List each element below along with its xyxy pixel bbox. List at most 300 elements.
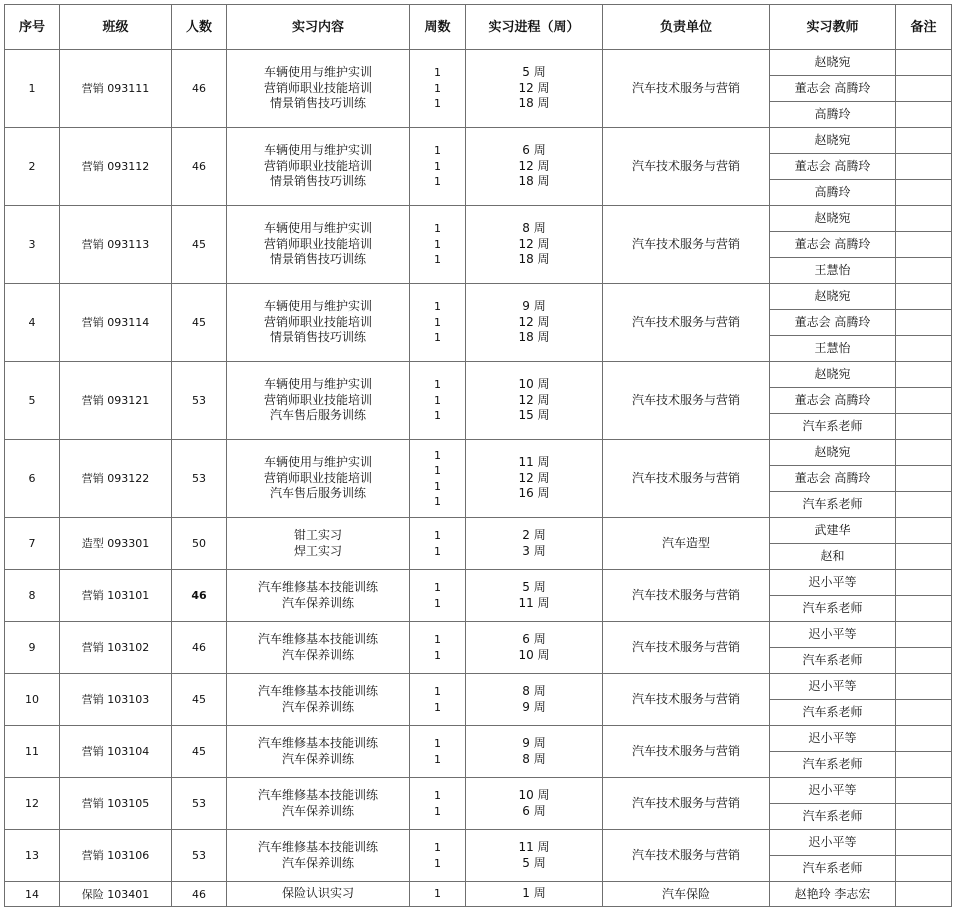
- practice-content-stack: [227, 143, 409, 190]
- responsible-unit: 汽车技术服务与营销: [603, 778, 770, 830]
- table-row: [5, 674, 952, 700]
- note-cell: [896, 258, 952, 284]
- note-cell: [896, 492, 952, 518]
- note-cell: [896, 440, 952, 466]
- practice-progress: [466, 726, 603, 778]
- practice-content-line: 车辆使用与维护实训: [263, 455, 372, 470]
- week-count-line: 1: [434, 253, 441, 267]
- teacher-name: 董志会 高腾玲: [770, 154, 896, 180]
- teacher-name: 董志会 高腾玲: [770, 76, 896, 102]
- week-count-line: 1: [434, 804, 441, 818]
- practice-content: [227, 284, 410, 362]
- practice-content-stack: [227, 580, 409, 611]
- practice-progress-line: 12 周: [518, 158, 550, 173]
- header-note: 备注: [896, 5, 952, 50]
- practice-content-line: 汽车售后服务训练: [269, 486, 366, 501]
- row-number: 5: [5, 362, 60, 440]
- note-cell: [896, 544, 952, 570]
- responsible-unit: 汽车技术服务与营销: [603, 570, 770, 622]
- practice-progress-line: 10 周: [518, 647, 550, 662]
- practice-content-line: 汽车保养训练: [281, 803, 354, 818]
- practice-content-stack: [227, 886, 409, 902]
- teacher-name: 赵和: [770, 544, 896, 570]
- teacher-name: 汽车系老师: [770, 492, 896, 518]
- week-count: [410, 882, 466, 907]
- practice-progress-line: 6 周: [522, 803, 546, 818]
- note-cell: [896, 518, 952, 544]
- row-number: 14: [5, 882, 60, 907]
- practice-progress-line: 12 周: [518, 392, 550, 407]
- responsible-unit: 汽车技术服务与营销: [603, 674, 770, 726]
- practice-content-line: 车辆使用与维护实训: [263, 221, 372, 236]
- teacher-name: 武建华: [770, 518, 896, 544]
- week-count-stack: [410, 886, 465, 902]
- note-cell: [896, 414, 952, 440]
- practice-progress-stack: [466, 299, 602, 346]
- note-cell: [896, 882, 952, 907]
- week-count-line: 1: [434, 159, 441, 173]
- student-count: 46: [172, 50, 227, 128]
- practice-progress-line: 1 周: [522, 886, 546, 901]
- week-count-stack: [410, 528, 465, 559]
- teacher-name: 迟小平等: [770, 778, 896, 804]
- teacher-name: 赵晓宛: [770, 440, 896, 466]
- practice-progress: [466, 518, 603, 570]
- practice-progress-line: 11 周: [518, 840, 550, 854]
- teacher-name: 迟小平等: [770, 726, 896, 752]
- teacher-name: 赵晓宛: [770, 206, 896, 232]
- row-number: 6: [5, 440, 60, 518]
- practice-progress: [466, 362, 603, 440]
- practice-progress-stack: [466, 580, 602, 611]
- note-cell: [896, 596, 952, 622]
- practice-content-line: 车辆使用与维护实训: [263, 377, 372, 392]
- practice-content-stack: [227, 684, 409, 715]
- student-count: 46: [172, 622, 227, 674]
- week-count-line: 1: [434, 237, 441, 251]
- teacher-name: 迟小平等: [770, 674, 896, 700]
- row-number: 8: [5, 570, 60, 622]
- week-count: [410, 518, 466, 570]
- practice-content-stack: [227, 788, 409, 819]
- practice-progress-stack: [466, 684, 602, 715]
- week-count-line: 1: [434, 685, 441, 698]
- student-count: 45: [172, 206, 227, 284]
- practice-progress: [466, 830, 603, 882]
- class-name: 营销 093122: [60, 440, 172, 518]
- week-count: [410, 622, 466, 674]
- note-cell: [896, 76, 952, 102]
- week-count-line: 1: [434, 409, 441, 423]
- week-count-stack: [410, 580, 465, 611]
- week-count-line: 1: [434, 81, 441, 95]
- note-cell: [896, 804, 952, 830]
- practice-progress: [466, 622, 603, 674]
- class-name: 营销 093113: [60, 206, 172, 284]
- practice-progress: [466, 882, 603, 907]
- practice-content: [227, 622, 410, 674]
- week-count-line: 1: [434, 300, 441, 314]
- student-count: 53: [172, 440, 227, 518]
- note-cell: [896, 622, 952, 648]
- practice-content-line: 营销师职业技能培训: [263, 314, 372, 329]
- table-row: [5, 440, 952, 466]
- practice-progress-line: 18 周: [518, 330, 550, 345]
- teacher-name: 赵晓宛: [770, 284, 896, 310]
- header-class: 班级: [60, 5, 172, 50]
- week-count-line: 1: [434, 448, 441, 462]
- student-count: 53: [172, 362, 227, 440]
- note-cell: [896, 752, 952, 778]
- practice-progress-line: 16 周: [518, 486, 550, 501]
- note-cell: [896, 310, 952, 336]
- week-count: [410, 674, 466, 726]
- row-number: 1: [5, 50, 60, 128]
- responsible-unit: 汽车造型: [603, 518, 770, 570]
- responsible-unit: 汽车技术服务与营销: [603, 440, 770, 518]
- teacher-name: 高腾玲: [770, 180, 896, 206]
- table-row: [5, 570, 952, 596]
- responsible-unit: 汽车保险: [603, 882, 770, 907]
- week-count-line: 1: [434, 887, 441, 901]
- header-content: 实习内容: [227, 5, 410, 50]
- teacher-name: 汽车系老师: [770, 596, 896, 622]
- class-name: 营销 103106: [60, 830, 172, 882]
- practice-content-stack: [227, 632, 409, 663]
- table-row: [5, 622, 952, 648]
- student-count: 53: [172, 778, 227, 830]
- practice-content-stack: [227, 528, 409, 559]
- week-count: [410, 570, 466, 622]
- note-cell: [896, 388, 952, 414]
- practice-content-line: 汽车保养训练: [281, 595, 354, 610]
- header-row: [5, 5, 952, 50]
- practice-content-line: 情景销售技巧训练: [269, 330, 366, 345]
- table-row: [5, 830, 952, 856]
- practice-progress-line: 3 周: [522, 543, 546, 558]
- practice-progress-line: 6 周: [522, 632, 546, 646]
- practice-content: [227, 440, 410, 518]
- note-cell: [896, 700, 952, 726]
- note-cell: [896, 830, 952, 856]
- student-count: 46: [172, 570, 227, 622]
- practice-content-line: 焊工实习: [293, 543, 342, 558]
- week-count-stack: [410, 377, 465, 424]
- practice-schedule-sheet: [4, 4, 952, 907]
- week-count: [410, 830, 466, 882]
- table-row: [5, 882, 952, 907]
- practice-content-line: 汽车保养训练: [281, 699, 354, 714]
- week-count-line: 1: [434, 529, 441, 542]
- note-cell: [896, 570, 952, 596]
- week-count: [410, 440, 466, 518]
- teacher-name: 董志会 高腾玲: [770, 388, 896, 414]
- practice-progress-line: 5 周: [522, 65, 546, 80]
- week-count-stack: [410, 736, 465, 767]
- practice-content-line: 钳工实习: [293, 528, 342, 542]
- practice-content: [227, 570, 410, 622]
- row-number: 13: [5, 830, 60, 882]
- header-weeks: 周数: [410, 5, 466, 50]
- practice-content: [227, 50, 410, 128]
- student-count: 45: [172, 674, 227, 726]
- practice-progress: [466, 206, 603, 284]
- teacher-name: 汽车系老师: [770, 648, 896, 674]
- header-progress: 实习进程（周）: [466, 5, 603, 50]
- practice-content-line: 汽车保养训练: [281, 751, 354, 766]
- week-count-stack: [410, 840, 465, 871]
- practice-content-stack: [227, 840, 409, 871]
- practice-content-stack: [227, 377, 409, 424]
- practice-content-line: 车辆使用与维护实训: [263, 143, 372, 158]
- week-count-line: 1: [434, 393, 441, 407]
- practice-progress-stack: [466, 528, 602, 559]
- practice-content-stack: [227, 455, 409, 502]
- practice-content-stack: [227, 221, 409, 268]
- practice-content: [227, 362, 410, 440]
- class-name: 保险 103401: [60, 882, 172, 907]
- week-count-line: 1: [434, 789, 441, 802]
- note-cell: [896, 50, 952, 76]
- teacher-name: 赵晓宛: [770, 128, 896, 154]
- note-cell: [896, 284, 952, 310]
- week-count-stack: [410, 65, 465, 112]
- responsible-unit: 汽车技术服务与营销: [603, 128, 770, 206]
- week-count-stack: [410, 299, 465, 346]
- student-count: 53: [172, 830, 227, 882]
- teacher-name: 赵晓宛: [770, 50, 896, 76]
- practice-content-line: 营销师职业技能培训: [263, 392, 372, 407]
- teacher-name: 董志会 高腾玲: [770, 466, 896, 492]
- practice-progress-line: 8 周: [522, 221, 546, 236]
- teacher-name: 汽车系老师: [770, 856, 896, 882]
- practice-content-line: 汽车保养训练: [281, 647, 354, 662]
- header-teacher: 实习教师: [770, 5, 896, 50]
- responsible-unit: 汽车技术服务与营销: [603, 284, 770, 362]
- row-number: 11: [5, 726, 60, 778]
- class-name: 造型 093301: [60, 518, 172, 570]
- class-name: 营销 093121: [60, 362, 172, 440]
- note-cell: [896, 648, 952, 674]
- practice-progress-line: 12 周: [518, 470, 550, 485]
- responsible-unit: 汽车技术服务与营销: [603, 50, 770, 128]
- note-cell: [896, 778, 952, 804]
- week-count-line: 1: [434, 737, 441, 750]
- week-count-line: 1: [434, 97, 441, 111]
- week-count: [410, 778, 466, 830]
- note-cell: [896, 856, 952, 882]
- practice-progress-stack: [466, 788, 602, 819]
- class-name: 营销 093112: [60, 128, 172, 206]
- practice-progress-line: 9 周: [522, 736, 546, 750]
- practice-progress-line: 8 周: [522, 751, 546, 766]
- note-cell: [896, 362, 952, 388]
- note-cell: [896, 232, 952, 258]
- practice-content-line: 汽车维修基本技能训练: [257, 788, 378, 802]
- week-count-line: 1: [434, 633, 441, 646]
- responsible-unit: 汽车技术服务与营销: [603, 830, 770, 882]
- practice-schedule-table: [4, 4, 952, 907]
- practice-progress: [466, 50, 603, 128]
- table-row: [5, 50, 952, 76]
- practice-progress-stack: [466, 632, 602, 663]
- practice-content: [227, 830, 410, 882]
- practice-progress-line: 9 周: [522, 299, 546, 314]
- teacher-name: 赵晓宛: [770, 362, 896, 388]
- header-count: 人数: [172, 5, 227, 50]
- week-count-line: 1: [434, 331, 441, 345]
- practice-content-line: 保险认识实习: [281, 886, 354, 901]
- practice-content: [227, 674, 410, 726]
- note-cell: [896, 128, 952, 154]
- note-cell: [896, 206, 952, 232]
- week-count-stack: [410, 632, 465, 663]
- week-count: [410, 128, 466, 206]
- practice-progress-line: 6 周: [522, 143, 546, 158]
- week-count: [410, 206, 466, 284]
- row-number: 10: [5, 674, 60, 726]
- practice-progress-stack: [466, 143, 602, 190]
- teacher-name: 迟小平等: [770, 570, 896, 596]
- practice-content: [227, 518, 410, 570]
- responsible-unit: 汽车技术服务与营销: [603, 622, 770, 674]
- week-count-stack: [410, 448, 465, 510]
- student-count: 46: [172, 882, 227, 907]
- practice-content-stack: [227, 736, 409, 767]
- student-count: 50: [172, 518, 227, 570]
- week-count-line: 1: [434, 378, 441, 392]
- practice-progress-stack: [466, 221, 602, 268]
- practice-progress-line: 12 周: [518, 80, 550, 95]
- note-cell: [896, 726, 952, 752]
- practice-content-line: 情景销售技巧训练: [269, 96, 366, 111]
- teacher-name: 迟小平等: [770, 830, 896, 856]
- week-count-line: 1: [434, 479, 441, 493]
- week-count: [410, 362, 466, 440]
- practice-progress-line: 11 周: [518, 595, 550, 610]
- week-count-line: 1: [434, 648, 441, 662]
- header-no: 序号: [5, 5, 60, 50]
- practice-progress-line: 11 周: [518, 455, 550, 470]
- class-name: 营销 103103: [60, 674, 172, 726]
- teacher-name: 董志会 高腾玲: [770, 310, 896, 336]
- note-cell: [896, 180, 952, 206]
- teacher-name: 汽车系老师: [770, 700, 896, 726]
- week-count: [410, 284, 466, 362]
- teacher-name: 王慧怡: [770, 258, 896, 284]
- practice-content-line: 汽车售后服务训练: [269, 408, 366, 423]
- practice-progress-stack: [466, 65, 602, 112]
- table-row: [5, 128, 952, 154]
- practice-progress: [466, 778, 603, 830]
- practice-progress-stack: [466, 377, 602, 424]
- practice-content-line: 营销师职业技能培训: [263, 158, 372, 173]
- teacher-name: 高腾玲: [770, 102, 896, 128]
- row-number: 3: [5, 206, 60, 284]
- table-row: [5, 284, 952, 310]
- practice-content: [227, 206, 410, 284]
- week-count-line: 1: [434, 544, 441, 558]
- week-count: [410, 50, 466, 128]
- practice-progress-line: 12 周: [518, 314, 550, 329]
- practice-progress: [466, 674, 603, 726]
- responsible-unit: 汽车技术服务与营销: [603, 362, 770, 440]
- class-name: 营销 103102: [60, 622, 172, 674]
- class-name: 营销 103104: [60, 726, 172, 778]
- practice-content-line: 情景销售技巧训练: [269, 174, 366, 189]
- practice-content-line: 营销师职业技能培训: [263, 470, 372, 485]
- practice-progress-line: 5 周: [522, 855, 546, 870]
- practice-content-stack: [227, 65, 409, 112]
- week-count-line: 1: [434, 175, 441, 189]
- week-count-line: 1: [434, 752, 441, 766]
- week-count-line: 1: [434, 581, 441, 594]
- week-count-stack: [410, 684, 465, 715]
- week-count-stack: [410, 221, 465, 268]
- row-number: 9: [5, 622, 60, 674]
- practice-content-line: 情景销售技巧训练: [269, 252, 366, 267]
- practice-progress-line: 2 周: [522, 528, 546, 542]
- practice-progress-line: 8 周: [522, 684, 546, 698]
- week-count-line: 1: [434, 495, 441, 508]
- row-number: 12: [5, 778, 60, 830]
- practice-content-line: 汽车维修基本技能训练: [257, 632, 378, 646]
- student-count: 45: [172, 726, 227, 778]
- practice-content: [227, 882, 410, 907]
- row-number: 7: [5, 518, 60, 570]
- practice-progress-line: 15 周: [518, 408, 550, 423]
- practice-progress: [466, 284, 603, 362]
- practice-progress-line: 9 周: [522, 699, 546, 714]
- responsible-unit: 汽车技术服务与营销: [603, 206, 770, 284]
- practice-progress-stack: [466, 840, 602, 871]
- teacher-name: 赵艳玲 李志宏: [770, 882, 896, 907]
- week-count-line: 1: [434, 700, 441, 714]
- practice-progress-stack: [466, 736, 602, 767]
- practice-content-line: 车辆使用与维护实训: [263, 65, 372, 80]
- practice-content-line: 汽车维修基本技能训练: [257, 840, 378, 854]
- practice-content: [227, 726, 410, 778]
- student-count: 45: [172, 284, 227, 362]
- practice-content-line: 汽车保养训练: [281, 855, 354, 870]
- week-count-line: 1: [434, 66, 441, 80]
- table-row: [5, 518, 952, 544]
- teacher-name: 汽车系老师: [770, 804, 896, 830]
- week-count-stack: [410, 788, 465, 819]
- teacher-name: 汽车系老师: [770, 414, 896, 440]
- practice-progress: [466, 570, 603, 622]
- practice-content-line: 营销师职业技能培训: [263, 80, 372, 95]
- practice-content-line: 营销师职业技能培训: [263, 236, 372, 251]
- responsible-unit: 汽车技术服务与营销: [603, 726, 770, 778]
- practice-progress-line: 12 周: [518, 236, 550, 251]
- week-count-line: 1: [434, 464, 441, 477]
- table-row: [5, 778, 952, 804]
- class-name: 营销 103105: [60, 778, 172, 830]
- practice-content-line: 汽车维修基本技能训练: [257, 580, 378, 594]
- practice-content: [227, 128, 410, 206]
- week-count: [410, 726, 466, 778]
- practice-progress-stack: [466, 455, 602, 502]
- teacher-name: 董志会 高腾玲: [770, 232, 896, 258]
- class-name: 营销 093114: [60, 284, 172, 362]
- practice-content-stack: [227, 299, 409, 346]
- practice-progress: [466, 128, 603, 206]
- practice-content: [227, 778, 410, 830]
- header-unit: 负责单位: [603, 5, 770, 50]
- teacher-name: 汽车系老师: [770, 752, 896, 778]
- practice-progress-line: 10 周: [518, 788, 550, 802]
